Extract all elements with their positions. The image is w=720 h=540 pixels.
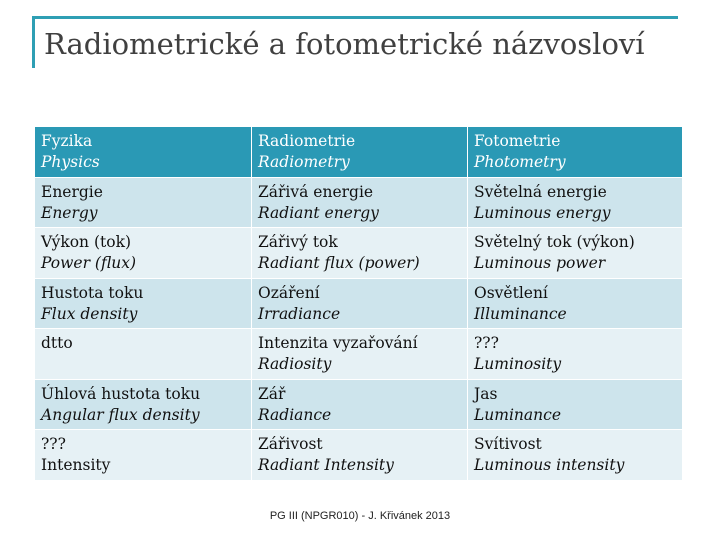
slide-footer: PG III (NPGR010) - J. Křivánek 2013: [269, 510, 451, 522]
header-cell-photometry: [468, 127, 682, 177]
table-cell: [252, 279, 468, 329]
table-row: [35, 380, 682, 431]
table-cell: [468, 430, 682, 480]
cell-term-cz: Zářivá energie: [258, 182, 374, 201]
cell-term-en: Luminance: [474, 405, 561, 424]
table-cell: [468, 228, 682, 278]
table-cell: [35, 430, 252, 480]
cell-term-en: Power (flux): [41, 254, 137, 272]
table-row: [35, 279, 682, 330]
header-cell-label-en: Physics: [41, 153, 100, 171]
cell-term-cz: Ozáření: [258, 283, 320, 302]
cell-term-en: Radiant flux (power): [258, 254, 420, 272]
cell-term-cz: dtto: [41, 334, 73, 352]
cell-term-cz: Zářivost: [258, 435, 323, 453]
table-header-row: [35, 127, 682, 178]
cell-term-cz: Osvětlení: [474, 283, 548, 302]
table-cell: [468, 279, 682, 329]
header-cell-label: Fotometrie: [474, 132, 561, 150]
cell-term-en: Radiance: [258, 405, 332, 424]
title-frame-top-line: [32, 16, 678, 19]
table-row: [35, 178, 682, 229]
cell-term-cz: Světelný tok (výkon): [474, 233, 635, 251]
table-row: [35, 329, 682, 380]
terminology-table: [35, 127, 682, 481]
cell-term-en: Luminous intensity: [474, 456, 625, 474]
cell-term-cz: Energie: [41, 182, 103, 201]
table-cell: [252, 430, 468, 480]
cell-term-cz: Hustota toku: [41, 283, 144, 302]
table-row: [35, 228, 682, 279]
title-frame-left-line: [32, 16, 35, 68]
cell-term-cz: Výkon (tok): [41, 233, 132, 251]
cell-term-cz: ???: [41, 435, 66, 453]
table-row: [35, 430, 682, 481]
header-cell-label: Radiometrie: [258, 132, 356, 150]
cell-term-en: Flux density: [41, 304, 138, 323]
cell-term-en: Angular flux density: [41, 405, 200, 424]
cell-term-cz: Svítivost: [474, 435, 542, 453]
cell-term-en: Radiant energy: [258, 203, 379, 222]
table-cell: [468, 178, 682, 228]
header-cell-label: Fyzika: [41, 132, 93, 150]
cell-term-cz: Úhlová hustota toku: [41, 384, 201, 403]
cell-term-en: Luminous power: [474, 254, 606, 272]
slide-title: Radiometrické a fotometrické názvosloví: [44, 27, 645, 61]
cell-term-en: Luminous energy: [474, 203, 611, 222]
table-cell: [252, 380, 468, 430]
header-cell-label-en: Radiometry: [258, 153, 350, 171]
table-cell: [252, 329, 468, 379]
table-cell: [468, 380, 682, 430]
table-cell: [252, 228, 468, 278]
table-cell: [35, 228, 252, 278]
table-cell: [35, 329, 252, 379]
cell-term-en: Illuminance: [474, 304, 567, 323]
table-cell: [252, 178, 468, 228]
cell-term-en: Energy: [41, 203, 98, 222]
cell-term-cz: Zář: [258, 384, 286, 403]
cell-term-cz: Světelná energie: [474, 182, 607, 201]
cell-term-cz: Intenzita vyzařování: [258, 334, 418, 352]
cell-term-cz: Jas: [474, 384, 498, 403]
cell-term-cz: Zářivý tok: [258, 233, 338, 251]
table-cell: [35, 380, 252, 430]
cell-term-en: Irradiance: [258, 304, 341, 323]
table-cell: [35, 178, 252, 228]
cell-term-en: Radiosity: [258, 355, 332, 373]
header-cell-radiometry: [252, 127, 468, 177]
cell-term-cz: ???: [474, 334, 499, 352]
table-cell: [35, 279, 252, 329]
table-cell: [468, 329, 682, 379]
header-cell-physics: [35, 127, 252, 177]
cell-term-en: Intensity: [41, 456, 111, 474]
cell-term-en: Radiant Intensity: [258, 456, 394, 474]
header-cell-label-en: Photometry: [474, 153, 566, 171]
cell-term-en: Luminosity: [474, 355, 562, 373]
